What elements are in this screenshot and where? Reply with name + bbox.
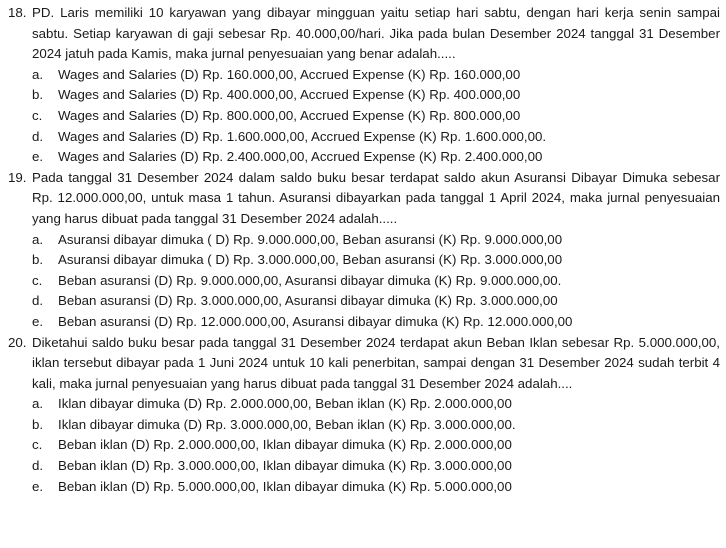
option-d [32, 291, 720, 312]
question-sheet [8, 3, 720, 497]
option-letter: e. [32, 149, 44, 165]
option-d [32, 127, 720, 148]
option-letter: e. [32, 313, 44, 329]
option-letter: a. [32, 231, 44, 247]
option-letter: b. [32, 416, 44, 432]
option-letter: b. [32, 87, 44, 103]
option-text: Wages and Salaries (D) Rp. 2.400.000,00, Accrued Expense (K) Rp. 2.400.000,00 [58, 149, 543, 165]
option-c [32, 271, 720, 292]
option-text: Beban asuransi (D) Rp. 9.000.000,00, Asuransi dibayar dimuka (K) Rp. 9.000.000,00. [58, 272, 562, 288]
question-18 [8, 3, 720, 168]
option-letter: e. [32, 478, 44, 494]
option-text: Wages and Salaries (D) Rp. 160.000,00, Accrued Expense (K) Rp. 160.000,00 [58, 66, 521, 82]
option-letter: a. [32, 396, 44, 412]
question-text: Diketahui saldo buku besar pada tanggal 31 Desember 2024 terdapat akun Beban Iklan sebesar Rp. 5.000.000,00, iklan tersebut dibayar pada 1 Juni 2024 untuk 10 kali penerbitan, sampai dengan 31 Desember 2024 sudah terbit 4 kali, maka jurnal penyesuaian yang harus dibuat pada tanggal 31 Desember 2024 adalah.... [32, 334, 720, 391]
question-stem [8, 333, 720, 395]
option-list [8, 394, 720, 497]
option-letter: d. [32, 293, 44, 309]
option-d [32, 456, 720, 477]
option-letter: c. [32, 107, 43, 123]
option-text: Wages and Salaries (D) Rp. 400.000,00, Accrued Expense (K) Rp. 400.000,00 [58, 87, 521, 103]
option-c [32, 106, 720, 127]
option-e [32, 477, 720, 498]
option-text: Iklan dibayar dimuka (D) Rp. 3.000.000,00, Beban iklan (K) Rp. 3.000.000,00. [58, 416, 516, 432]
question-number: 19. [8, 169, 27, 185]
question-number: 20. [8, 334, 27, 350]
question-number: 18. [8, 5, 27, 20]
question-20 [8, 333, 720, 498]
option-text: Beban iklan (D) Rp. 2.000.000,00, Iklan dibayar dimuka (K) Rp. 2.000.000,00 [58, 437, 512, 453]
option-text: Wages and Salaries (D) Rp. 800.000,00, Accrued Expense (K) Rp. 800.000,00 [58, 107, 521, 123]
question-stem [8, 168, 720, 230]
option-a [32, 394, 720, 415]
option-text: Beban asuransi (D) Rp. 12.000.000,00, Asuransi dibayar dimuka (K) Rp. 12.000.000,00 [58, 313, 573, 329]
option-letter: c. [32, 272, 43, 288]
option-letter: d. [32, 458, 44, 474]
option-b [32, 250, 720, 271]
option-text: Beban asuransi (D) Rp. 3.000.000,00, Asuransi dibayar dimuka (K) Rp. 3.000.000,00 [58, 293, 558, 309]
option-e [32, 312, 720, 333]
question-text: PD. Laris memiliki 10 karyawan yang dibayar mingguan yaitu setiap hari sabtu, dengan hari kerja senin sampai sabtu. Setiap karyawan di gaji sebesar Rp. 40.000,00/hari. Jika pada bulan Desember 2024 tanggal 31 Desember 2024 jatuh pada Kamis, maka jurnal penyesuaian yang benar adalah..... [32, 5, 720, 62]
option-text: Wages and Salaries (D) Rp. 1.600.000,00, Accrued Expense (K) Rp. 1.600.000,00. [58, 128, 547, 144]
option-letter: c. [32, 437, 43, 453]
option-text: Iklan dibayar dimuka (D) Rp. 2.000.000,00, Beban iklan (K) Rp. 2.000.000,00 [58, 396, 512, 412]
option-letter: d. [32, 128, 44, 144]
option-a [32, 65, 720, 86]
option-list [8, 230, 720, 333]
option-e [32, 147, 720, 168]
option-b [32, 415, 720, 436]
option-text: Beban iklan (D) Rp. 3.000.000,00, Iklan dibayar dimuka (K) Rp. 3.000.000,00 [58, 458, 512, 474]
option-text: Asuransi dibayar dimuka ( D) Rp. 3.000.000,00, Beban asuransi (K) Rp. 3.000.000,00 [58, 252, 563, 268]
option-c [32, 435, 720, 456]
option-text: Beban iklan (D) Rp. 5.000.000,00, Iklan dibayar dimuka (K) Rp. 5.000.000,00 [58, 478, 512, 494]
option-list [8, 65, 720, 168]
question-text: Pada tanggal 31 Desember 2024 dalam saldo buku besar terdapat saldo akun Asuransi Dibayar Dimuka sebesar Rp. 12.000.000,00, untuk masa 1 tahun. Asuransi dibayarkan pada tanggal 1 April 2024, maka jurnal penyesuaian yang harus dibuat pada tanggal 31 Desember 2024 adalah..... [32, 169, 720, 226]
option-a [32, 230, 720, 251]
option-text: Asuransi dibayar dimuka ( D) Rp. 9.000.000,00, Beban asuransi (K) Rp. 9.000.000,00 [58, 231, 563, 247]
question-19 [8, 168, 720, 333]
option-letter: b. [32, 252, 44, 268]
question-stem [8, 3, 720, 65]
option-letter: a. [32, 66, 44, 82]
option-b [32, 85, 720, 106]
